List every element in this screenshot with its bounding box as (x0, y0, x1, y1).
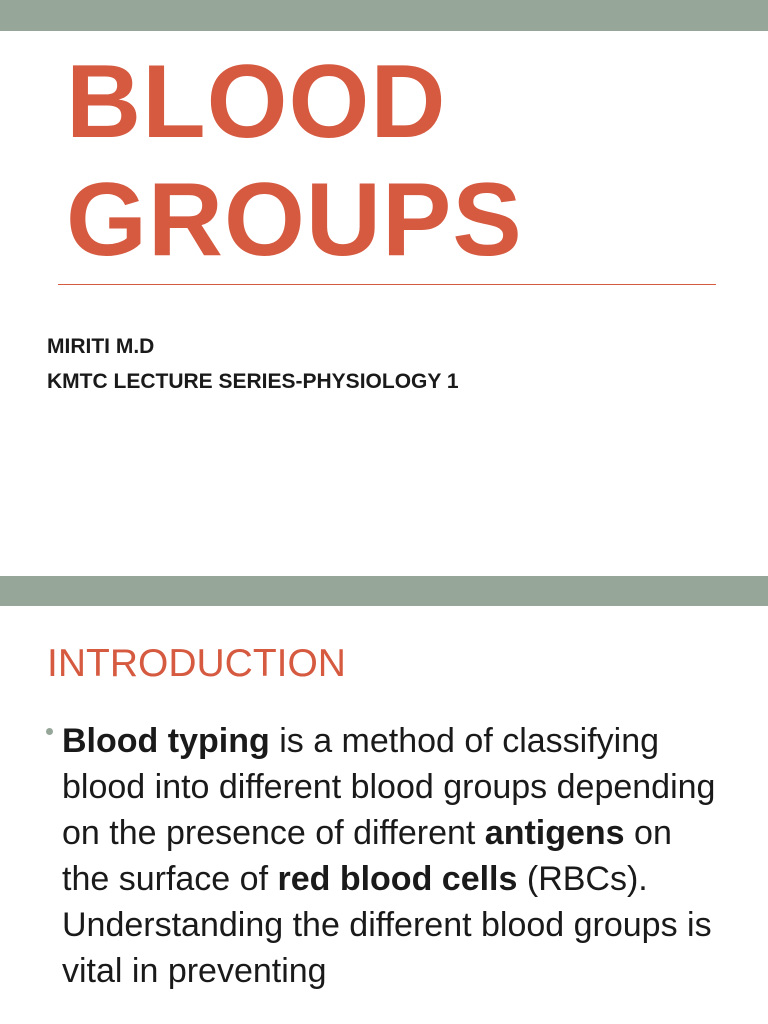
bullet-paragraph (62, 718, 722, 994)
paragraph-text-1: is a method of classifying blood into different blood groups depending on the presence of different (62, 722, 716, 852)
term-blood-typing: Blood typing (62, 722, 270, 760)
lecture-series-subtitle: KMTC LECTURE SERIES-PHYSIOLOGY 1 (47, 370, 459, 393)
term-antigens: antigens (484, 814, 625, 852)
paragraph-text-2: on the surface of (62, 814, 672, 898)
paragraph-text-3: (RBCs). Understanding the different blood groups is vital in preventing (62, 860, 712, 990)
top-divider-band (0, 0, 768, 31)
slide-title-line-1: BLOOD (66, 44, 447, 160)
introduction-slide (0, 606, 768, 1024)
slide-divider-band (0, 576, 768, 606)
term-red-blood-cells: red blood cells (277, 860, 518, 898)
section-heading: INTRODUCTION (47, 642, 346, 685)
bullet-point-icon (46, 728, 53, 735)
title-slide (0, 31, 768, 576)
title-underline-rule (58, 284, 716, 285)
slide-title-line-2: GROUPS (66, 162, 523, 278)
slide-title (66, 43, 523, 279)
author-name: MIRITI M.D (47, 335, 155, 358)
